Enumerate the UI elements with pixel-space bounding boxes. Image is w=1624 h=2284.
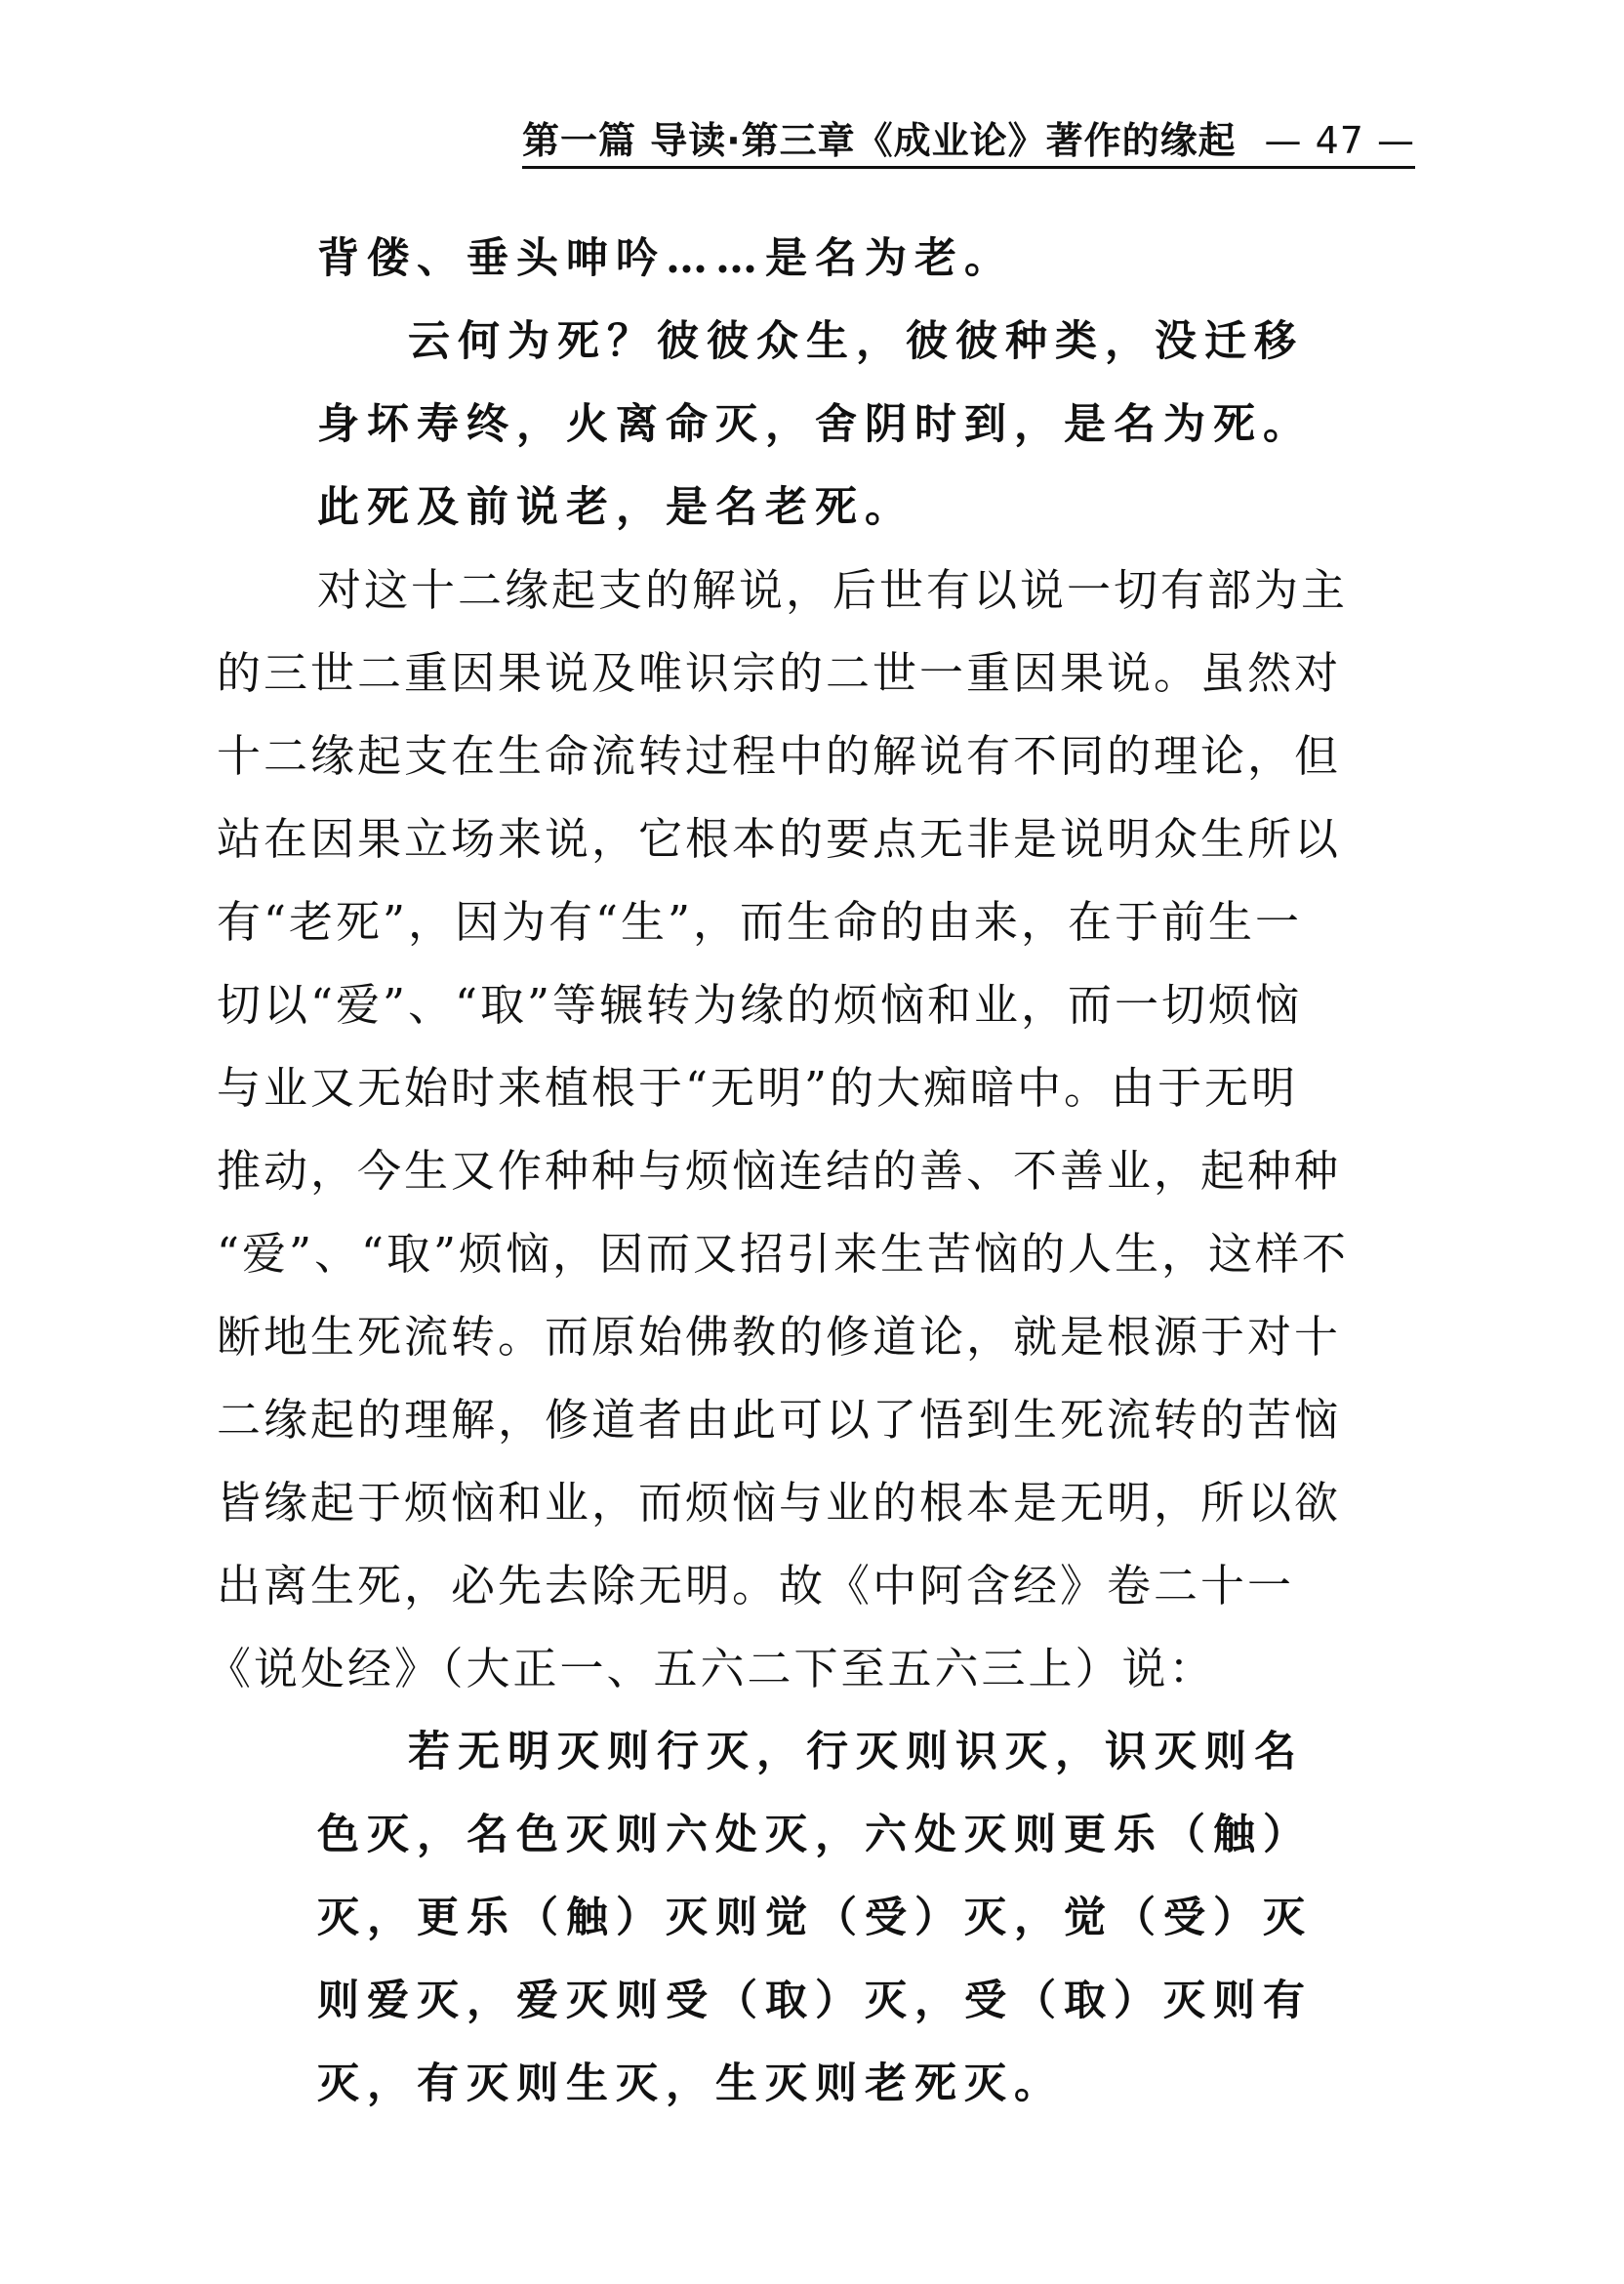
quote-line: 色灭，名色灭则六处灭，六处灭则更乐（触） [317,1811,1313,1859]
quote-line: 云何为死？彼彼众生，彼彼种类，没迁移 [408,317,1304,366]
quote-line: 背偻、垂头呻吟……是名为老。 [317,234,1014,283]
body-line: 切以“爱”、“取”等辗转为缘的烦恼和业，而一切烦恼 [217,979,1303,1031]
body-line: “爱”、“取”烦恼，因而又招引来生苦恼的人生，这样不 [217,1228,1350,1280]
quote-line: 此死及前说老，是名老死。 [317,483,914,532]
quote-line: 灭，有灭则生灭，生灭则老死灭。 [317,2060,1064,2108]
body-line: 的三世二重因果说及唯识宗的二世一重因果说。虽然对 [217,647,1342,699]
chapter-title: 第一篇 导读·第三章《成业论》著作的缘起 [522,119,1237,162]
body-line: 出离生死，必先去除无明。故《中阿含经》卷二十一 [217,1560,1295,1611]
body-line: 皆缘起于烦恼和业，而烦恼与业的根本是无明，所以欲 [217,1477,1342,1529]
body-line: 十二缘起支在生命流转过程中的解说有不同的理论，但 [217,730,1342,782]
body-line: 断地生死流转。而原始佛教的修道论，就是根源于对十 [217,1311,1342,1363]
body-line: 站在因果立场来说，它根本的要点无非是说明众生所以 [217,813,1342,865]
body-line: 有“老死”，因为有“生”，而生命的由来，在于前生一 [217,896,1303,948]
page-number: — 47 — [1264,119,1415,162]
body-line: 对这十二缘起支的解说，后世有以说一切有部为主 [317,564,1349,616]
quote-line: 身坏寿终，火离命灭，舍阴时到，是名为死。 [317,400,1313,449]
body-line: 《说处经》（大正一、五六二下至五六三上）说： [207,1643,1216,1694]
body-line: 推动，今生又作种种与烦恼连结的善、不善业，起种种 [217,1145,1342,1197]
quote-line: 灭，更乐（触）灭则觉（受）灭，觉（受）灭 [317,1894,1313,1942]
body-line: 二缘起的理解，修道者由此可以了悟到生死流转的苦恼 [217,1394,1342,1446]
running-header [522,117,1415,164]
header-rule [522,166,1415,169]
body-line: 与业又无始时来植根于“无明”的大痴暗中。由于无明 [217,1062,1299,1114]
quote-line: 若无明灭则行灭，行灭则识灭，识灭则名 [408,1728,1304,1776]
quote-line: 则爱灭，爱灭则受（取）灭，受（取）灭则有 [317,1977,1313,2025]
